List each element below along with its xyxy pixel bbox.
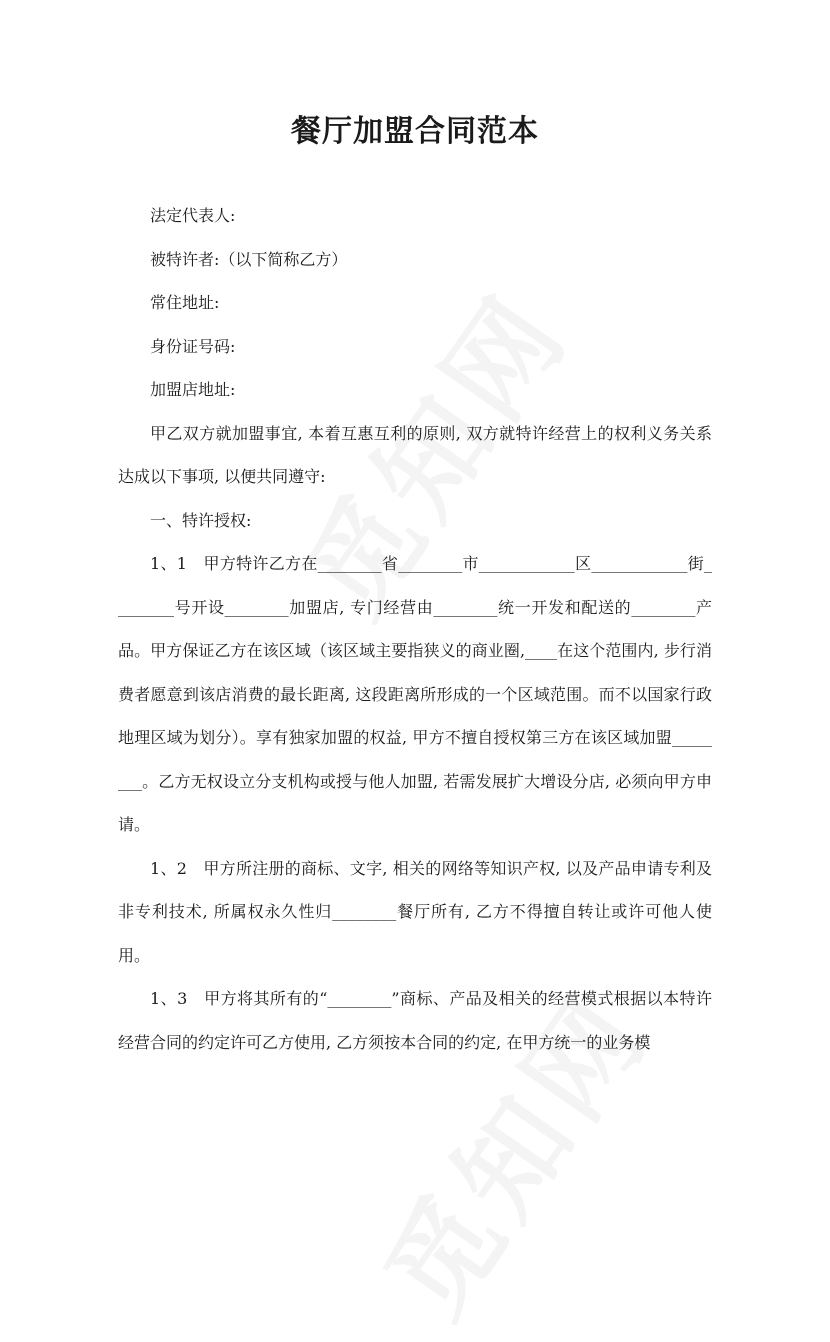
document-body <box>118 194 712 1064</box>
field-store-address: 加盟店地址: <box>150 380 236 399</box>
clause-1-2: 1、2 甲方所注册的商标、文字, 相关的网络等知识产权, 以及产品申请专利及非专利技术, 所属权永久性归________餐厅所有, 乙方不得擅自转让或许可他人使用。 <box>118 858 712 965</box>
paragraph-intro: 甲乙双方就加盟事宜, 本着互惠互利的原则, 双方就特许经营上的权利义务关系达成以下事项, 以便共同遵守: <box>118 423 712 486</box>
clause-1-1: 1、1 甲方特许乙方在________省________市____________区____________街________号开设________加盟店, 专门经营由________统一开发和配送的________产品。甲方保证乙方在该区域（该区域主要指狭义的商业圈,____在这个范围内, 步行消费者愿意到该店消费的最长距离, 这段距离所形成的一个区域范围。而不以国家行政地理区域为划分）。享有独家加盟的权益, 甲方不擅自授权第三方在该区域加盟________。乙方无权设立分支机构或授与他人加盟, 若需发展扩大增设分店, 必须向甲方申请。 <box>118 554 712 834</box>
clause-1-3: 1、3 甲方将其所有的“________”商标、产品及相关的经营模式根据以本特许经营合同的约定许可乙方使用, 乙方须按本合同的约定, 在甲方统一的业务模 <box>118 989 712 1052</box>
document-title: 餐厅加盟合同范本 <box>291 114 539 149</box>
field-franchisee: 被特许者:（以下简称乙方） <box>150 249 348 269</box>
section-heading-authorization: 一、特许授权: <box>150 510 252 530</box>
field-legal-representative: 法定代表人: <box>150 206 236 225</box>
field-id-number: 身份证号码: <box>150 336 236 356</box>
field-residence-address: 常住地址: <box>150 293 220 312</box>
